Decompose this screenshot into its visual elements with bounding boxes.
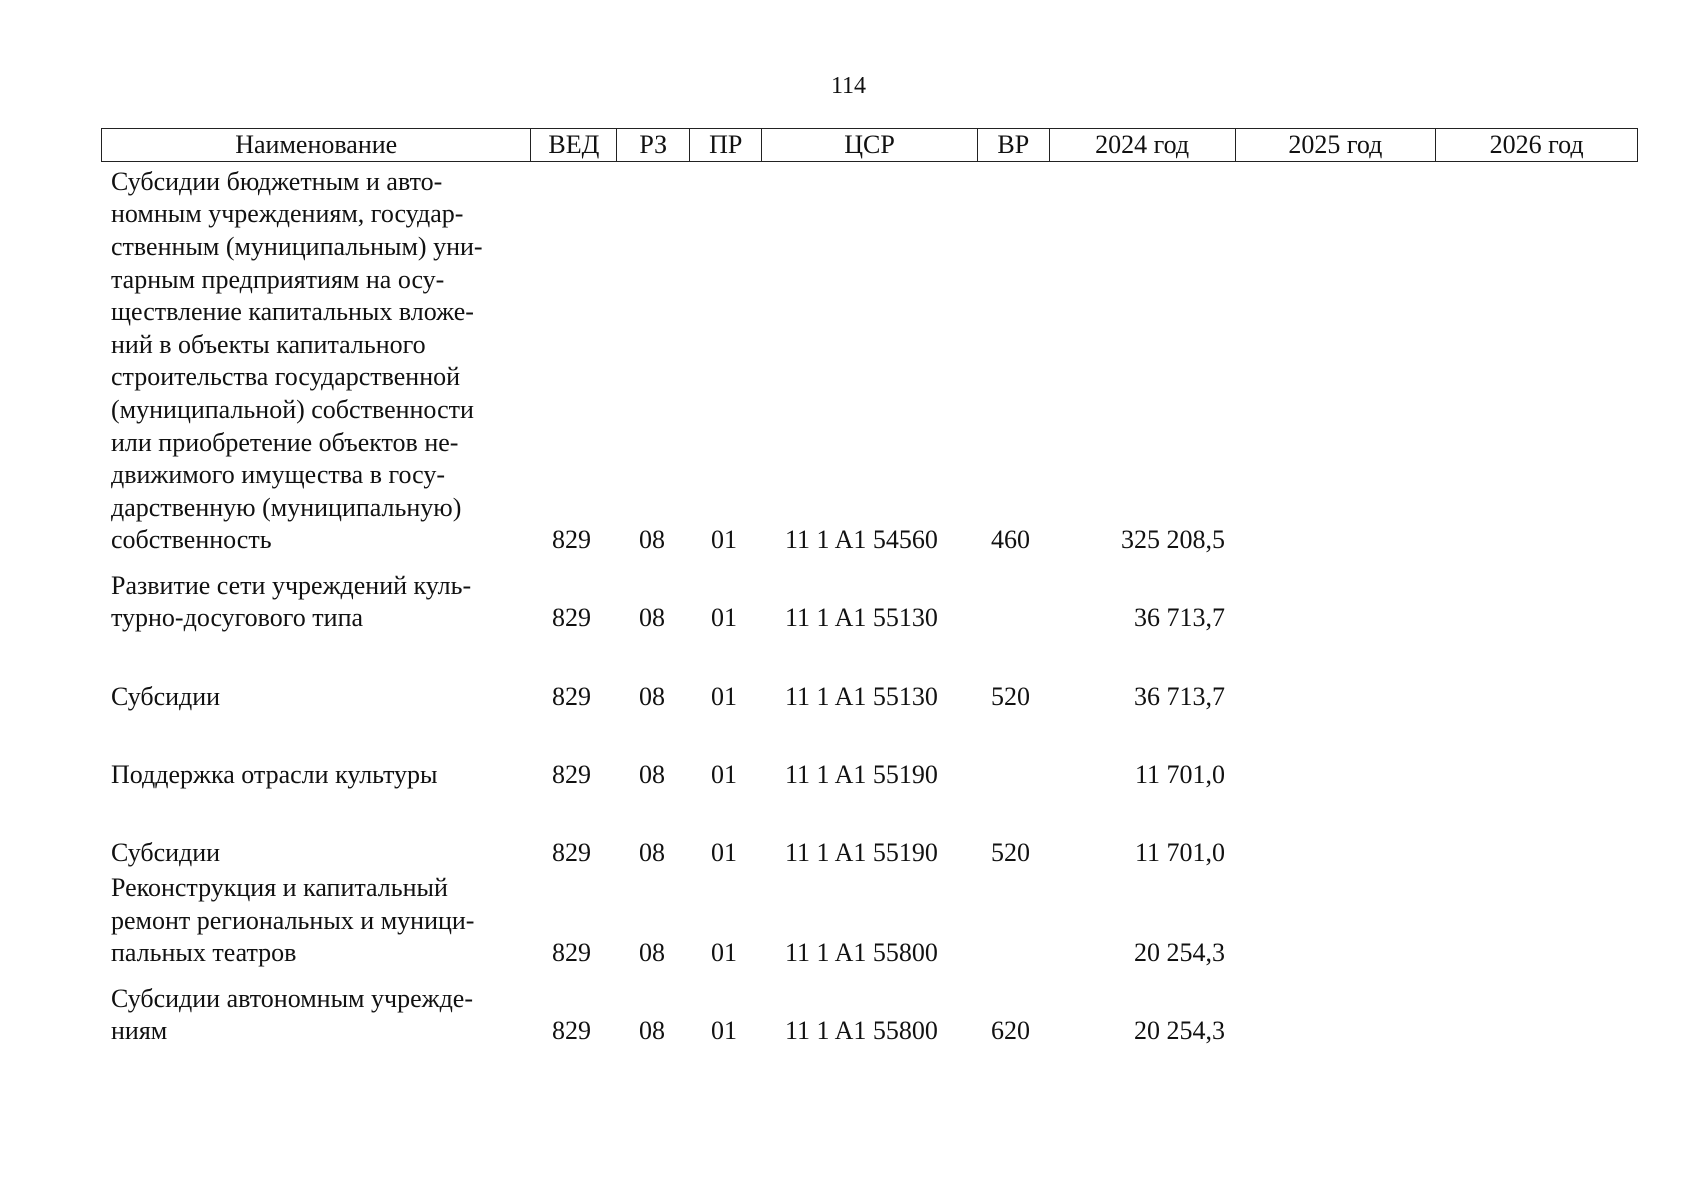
page-number: 114 — [830, 73, 867, 99]
row-csr: 11 1 A1 55190 — [785, 838, 938, 868]
header-name: Наименование — [102, 129, 531, 161]
row-name: Субсидии — [111, 682, 221, 712]
row-ved: 829 — [552, 938, 591, 968]
header-2026: 2026 год — [1489, 130, 1584, 159]
row-rz: 08 — [639, 1016, 665, 1046]
row-name: Субсидии автономным учрежде- ниям — [111, 983, 473, 1046]
row-vr: 620 — [991, 1016, 1030, 1046]
row-csr: 11 1 A1 55800 — [785, 1016, 938, 1046]
row-pr: 01 — [711, 938, 737, 968]
row-pr: 01 — [711, 603, 737, 633]
row-pr: 01 — [711, 682, 737, 712]
row-ved: 829 — [552, 603, 591, 633]
row-pr: 01 — [711, 525, 737, 555]
table-row — [0, 836, 1697, 870]
row-rz: 08 — [639, 938, 665, 968]
row-rz: 08 — [639, 525, 665, 555]
row-2024: 36 713,7 — [1134, 603, 1225, 633]
header-2024: 2024 год — [1050, 129, 1236, 161]
table-row — [0, 567, 1697, 635]
row-name: Реконструкция и капитальный ремонт региональных и муници- пальных театров — [111, 873, 475, 968]
header-pr: ПР — [690, 129, 762, 161]
row-2024: 20 254,3 — [1134, 1016, 1225, 1046]
row-name: Субсидии — [111, 838, 221, 868]
row-csr: 11 1 A1 55130 — [785, 603, 938, 633]
row-2024: 325 208,5 — [1121, 525, 1225, 555]
row-2024: 36 713,7 — [1134, 682, 1225, 712]
row-ved: 829 — [552, 838, 591, 868]
row-2024: 11 701,0 — [1134, 838, 1225, 868]
table-row — [0, 981, 1697, 1048]
table-row — [0, 160, 1697, 557]
row-rz: 08 — [639, 838, 665, 868]
row-ved: 829 — [552, 525, 591, 555]
header-vr: ВР — [978, 129, 1050, 161]
row-name: Поддержка отрасли культуры — [111, 760, 438, 790]
table-row — [0, 758, 1697, 792]
row-csr: 11 1 A1 55190 — [785, 760, 938, 790]
row-ved: 829 — [552, 682, 591, 712]
row-csr: 11 1 A1 55130 — [785, 682, 938, 712]
table-row — [0, 680, 1697, 714]
row-vr: 520 — [991, 682, 1030, 712]
header-rz: РЗ — [617, 129, 690, 161]
table-header — [101, 128, 1638, 162]
table-row — [0, 870, 1697, 970]
header-2025: 2025 год — [1236, 129, 1437, 161]
row-csr: 11 1 A1 54560 — [785, 525, 938, 555]
row-pr: 01 — [711, 838, 737, 868]
row-2024: 11 701,0 — [1134, 760, 1225, 790]
row-name: Развитие сети учреждений куль- турно-досугового типа — [111, 570, 472, 633]
row-vr: 460 — [991, 525, 1030, 555]
header-csr: ЦСР — [762, 129, 978, 161]
row-vr: 520 — [991, 838, 1030, 868]
row-name: Субсидии бюджетным и авто- номным учреждениям, государ- ственным (муниципальным) уни- тарным предприятиям на осу- ществление капитальных вложе- ний в объекты капитального строительства государственной (муниципальной) собственности или приобретение объектов не- движимого имущества в госу- дарственную (муниципальную) собственность — [111, 166, 483, 555]
header-ved: ВЕД — [531, 129, 617, 161]
row-ved: 829 — [552, 760, 591, 790]
row-rz: 08 — [639, 603, 665, 633]
row-ved: 829 — [552, 1016, 591, 1046]
row-2024: 20 254,3 — [1134, 938, 1225, 968]
row-rz: 08 — [639, 682, 665, 712]
row-rz: 08 — [639, 760, 665, 790]
row-csr: 11 1 A1 55800 — [785, 938, 938, 968]
row-pr: 01 — [711, 1016, 737, 1046]
row-pr: 01 — [711, 760, 737, 790]
